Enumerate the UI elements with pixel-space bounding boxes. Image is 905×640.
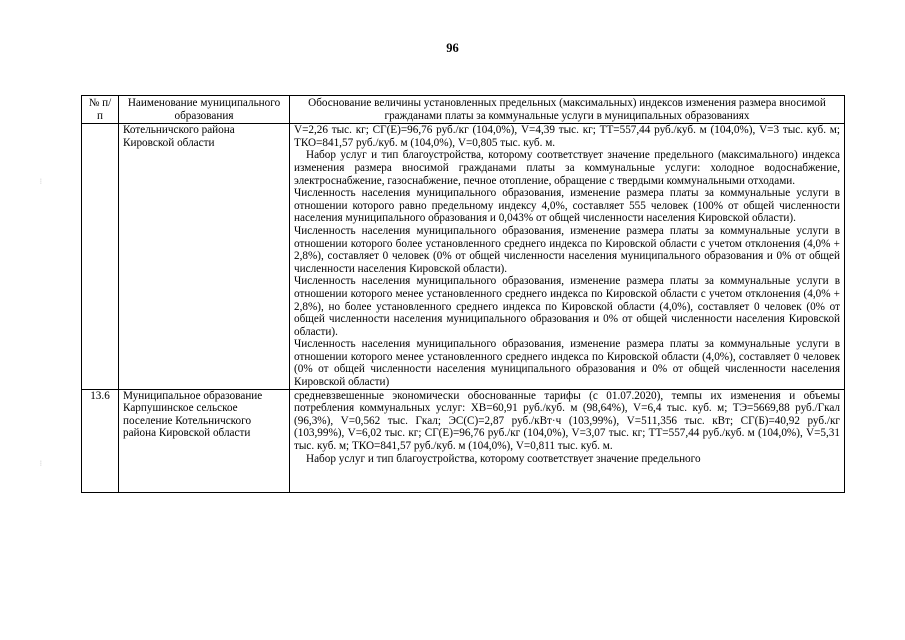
row-municipality-name: Котельничского района Кировской области: [119, 124, 290, 389]
scan-margin-mark: ⋮: [38, 178, 44, 185]
table-row: [82, 389, 845, 492]
table-header-row: [82, 96, 845, 124]
row-num: 13.6: [82, 389, 119, 492]
header-num: № п/п: [82, 96, 119, 124]
page-number: 96: [446, 41, 459, 55]
paragraph: V=2,26 тыс. кг; СГ(Е)=96,76 руб./кг (104,0%), V=4,39 тыс. кг; ТТ=557,44 руб./куб. м (104,0%), V=3 тыс. куб. м; ТКО=841,57 руб./куб. м (104,0%), V=0,805 тыс. куб. м.: [294, 124, 840, 149]
header-name: Наименование муниципального образования: [119, 96, 290, 124]
tariff-table: [81, 95, 845, 493]
row-justification: [290, 124, 845, 389]
paragraph: Численность населения муниципального образования, изменение размера платы за коммунальные услуги в отношении которого равно предельному индексу 4,0%, составляет 555 человек (100% от общей численности населения муниципального образования и 0,043% от общей численности населения Кировской области).: [294, 187, 840, 225]
paragraph: Численность населения муниципального образования, изменение размера платы за коммунальные услуги в отношении которого более установленного среднего индекса по Кировской области с учетом отклонения (4,0% + 2,8%), составляет 0 человек (0% от общей численности населения муниципального образования и 0% от общей численности населения Кировской области).: [294, 224, 840, 275]
paragraph: средневзвешенные экономически обоснованные тарифы (с 01.07.2020), темпы их изменения и объемы потребления коммунальных услуг: ХВ=60,91 руб./куб. м (98,64%), V=6,4 тыс. куб. м; ТЭ=5669,88 руб./Гкал (96,3%), V=0,562 тыс. Гкал; ЭС(С)=2,87 руб./кВт·ч (103,99%), V=511,356 тыс. кВт; СГ(Б)=40,92 руб./кг (103,99%), V=6,02 тыс. кг; СГ(Е)=96,76 руб./кг (104,0%), V=3,07 тыс. кг; ТТ=557,44 руб./куб. м (104,0%), V=5,31 тыс. куб. м; ТКО=841,57 руб./куб. м (104,0%), V=0,811 тыс. куб. м.: [294, 389, 840, 453]
paragraph: Набор услуг и тип благоустройства, которому соответствует значение предельного: [306, 452, 701, 465]
table-row: [82, 124, 845, 389]
header-desc: Обоснование величины установленных предельных (максимальных) индексов изменения размера вносимой гражданами платы за коммунальные услуги в муниципальных образованиях: [290, 96, 845, 124]
paragraph: Набор услуг и тип благоустройства, которому соответствует значение предельного (максимального) индекса изменения размера вносимой гражданами платы за коммунальные услуги: холодное водоснабжение, электроснабжение, газоснабжение, печное отопление, обращение с твердыми коммунальными отходами.: [294, 149, 840, 187]
row-municipality-name: Муниципальное образование Карпушинское сельское поселение Котельничского района Кировской области: [119, 389, 290, 492]
row-num: [82, 124, 119, 389]
paragraph: Численность населения муниципального образования, изменение размера платы за коммунальные услуги в отношении которого менее установленного среднего индекса по Кировской области (4,0%), составляет 0 человек (0% от общей численности населения муниципального образования и 0% от общей численности населения Кировской области): [294, 338, 840, 389]
paragraph: Численность населения муниципального образования, изменение размера платы за коммунальные услуги в отношении которого менее установленного среднего индекса по Кировской области с учетом отклонения (4,0% + 2,8%), но более установленного среднего индекса по Кировской области (4,0%), составляет 0 человек (0% от общей численности населения муниципального образования и 0% от общей численности населения Кировской области).: [294, 275, 840, 338]
scan-margin-mark: ⋮: [38, 460, 44, 467]
row-justification: [290, 389, 845, 492]
